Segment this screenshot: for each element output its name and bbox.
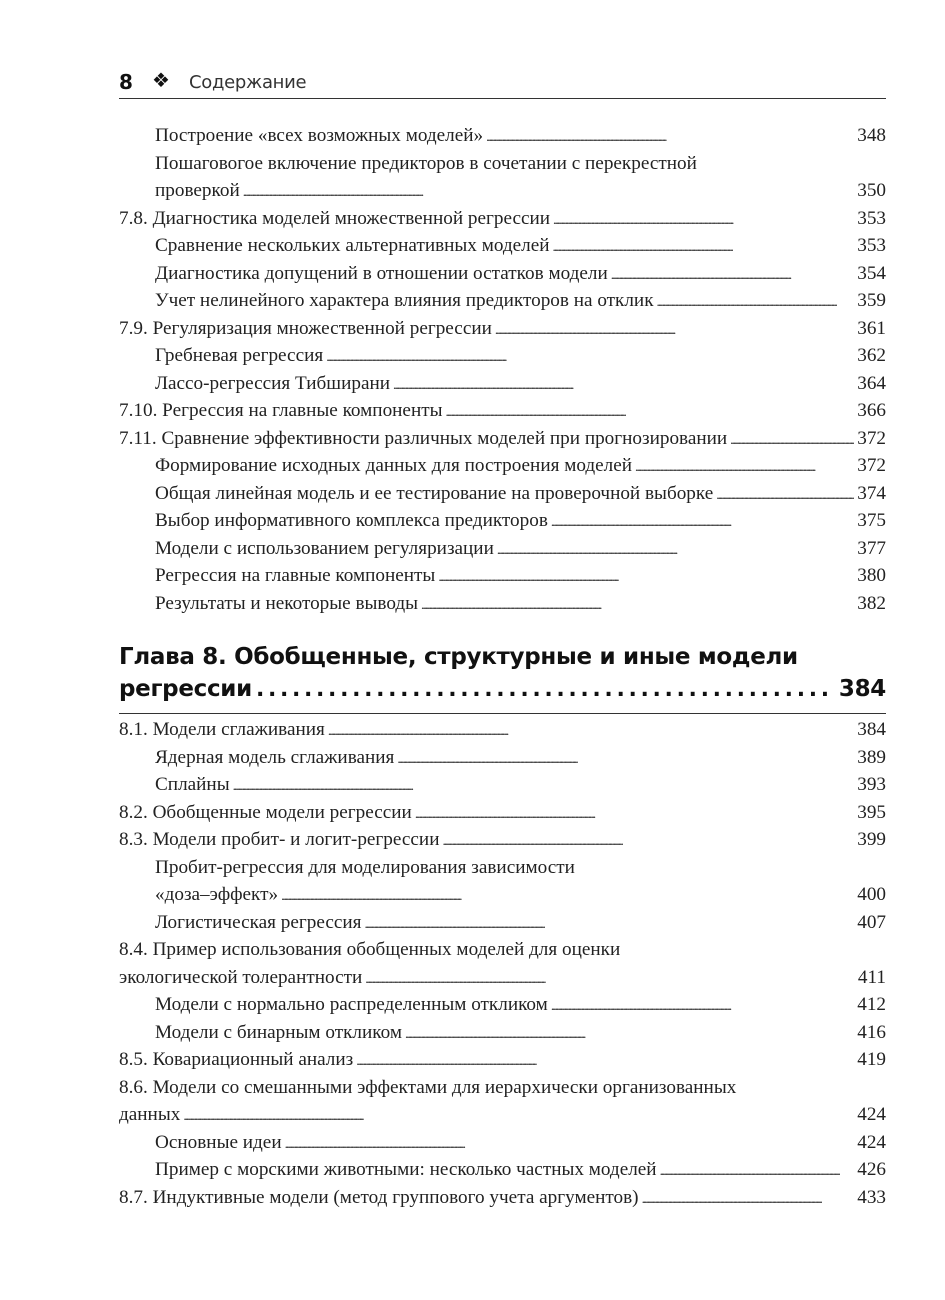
toc-entry-page: 374: [857, 482, 886, 504]
table-of-contents: [119, 122, 886, 1211]
toc-entry-title: 8.3. Модели пробит- и логит-регрессии: [119, 829, 440, 850]
toc-entry-line: Пробит-регрессия для моделирования зависимости: [155, 856, 575, 878]
toc-entry[interactable]: [119, 287, 886, 315]
toc-entry-page: 433: [857, 1186, 886, 1208]
toc-entry-title: Общая линейная модель и ее тестирование на проверочной выборке: [155, 482, 714, 504]
toc-entry[interactable]: [119, 1019, 886, 1047]
toc-entry[interactable]: [119, 342, 886, 370]
toc-entry-title: Основные идеи: [155, 1131, 282, 1153]
dot-leader: [365, 964, 855, 993]
toc-entry[interactable]: [119, 1129, 886, 1157]
chapter-title-tail: регрессии: [119, 676, 252, 702]
toc-entry-title: Пример с морскими животными: несколько частных моделей: [155, 1159, 657, 1180]
toc-entry-page: 364: [857, 372, 886, 394]
chapter-heading[interactable]: [119, 641, 886, 705]
toc-entry-title: проверкой: [155, 180, 240, 201]
toc-section-chapter-8: [119, 716, 886, 1211]
toc-entry[interactable]: [119, 397, 886, 425]
toc-entry[interactable]: [119, 1046, 886, 1074]
chapter-title-line1: Глава 8. Обобщенные, структурные и иные модели: [119, 644, 798, 670]
dot-leader: [551, 507, 854, 536]
toc-entry[interactable]: [119, 480, 886, 508]
toc-entry[interactable]: [119, 1156, 886, 1184]
toc-entry-title: Лассо-регрессия Тибширани: [155, 372, 391, 394]
dot-leader: [497, 535, 854, 564]
toc-entry-title: 7.11. Сравнение эффективности различных моделей при прогнозировании: [119, 427, 728, 449]
toc-entry-line: 8.6. Модели со смешанными эффектами для иерархически организованных: [119, 1076, 737, 1098]
toc-entry-title: Ядерная модель сглаживания: [155, 746, 395, 768]
dot-leader: [635, 452, 854, 481]
toc-entry-title: 8.2. Обобщенные модели регрессии: [119, 801, 412, 823]
dot-leader: [553, 232, 855, 261]
toc-entry-title: Модели с использованием регуляризации: [155, 537, 494, 559]
dot-leader: [243, 177, 854, 206]
chapter-page: 384: [838, 676, 886, 702]
toc-entry-page: 395: [857, 801, 886, 823]
toc-entry-page: 393: [857, 774, 886, 795]
toc-entry[interactable]: [119, 562, 886, 590]
dot-leader: [421, 590, 854, 619]
toc-entry[interactable]: [119, 205, 886, 233]
dot-leader: [393, 370, 854, 399]
dot-leader: [642, 1184, 855, 1213]
toc-entry[interactable]: [119, 452, 886, 480]
toc-entry[interactable]: [119, 535, 886, 563]
dot-leader: [486, 122, 854, 151]
page-number: 8: [119, 70, 133, 94]
toc-entry-line: 8.4. Пример использования обобщенных моделей для оценки: [119, 939, 621, 960]
toc-entry-title: Выбор информативного комплекса предикторов: [155, 510, 548, 531]
ornament-icon: ❖: [152, 68, 170, 92]
toc-entry-title: 7.8. Диагностика моделей множественной регрессии: [119, 207, 551, 229]
chapter-title-line2: [119, 673, 886, 705]
toc-entry[interactable]: [119, 881, 886, 909]
chapter-divider: [119, 713, 886, 714]
toc-entry-page: 424: [857, 1131, 886, 1153]
toc-entry-page: 407: [857, 911, 886, 933]
dot-leader: [495, 315, 854, 344]
toc-section-chapter-7: [119, 122, 886, 617]
dot-leader: [660, 1156, 855, 1185]
toc-entry-title: экологической толерантности: [119, 966, 363, 988]
toc-entry-page: 361: [857, 317, 886, 339]
toc-entry-page: 384: [857, 719, 886, 740]
dot-leader: [326, 342, 854, 371]
toc-entry-page: 353: [857, 235, 886, 256]
toc-entry-title: Построение «всех возможных моделей»: [155, 125, 484, 146]
running-header: [119, 66, 886, 99]
toc-entry-title: Регрессия на главные компоненты: [155, 565, 436, 586]
toc-entry[interactable]: [119, 991, 886, 1019]
toc-entry-page: 416: [857, 1021, 886, 1043]
toc-entry[interactable]: [119, 716, 886, 744]
toc-entry-title: Модели с нормально распределенным откликом: [155, 994, 548, 1015]
dot-leader: [438, 562, 854, 591]
toc-entry[interactable]: [119, 315, 886, 343]
toc-entry-page: 362: [857, 345, 886, 366]
toc-entry-page: 372: [857, 427, 886, 449]
dot-leader: [285, 1129, 855, 1158]
toc-entry-page: 400: [857, 884, 886, 905]
running-title: Содержание: [189, 72, 307, 93]
toc-entry[interactable]: [119, 1101, 886, 1129]
toc-entry-page: 348: [857, 125, 886, 146]
toc-entry[interactable]: [119, 425, 886, 453]
dot-leader: [415, 799, 854, 828]
toc-entry[interactable]: [119, 590, 886, 618]
toc-entry[interactable]: [119, 1184, 886, 1212]
toc-entry[interactable]: [119, 771, 886, 799]
toc-entry[interactable]: [119, 909, 886, 937]
toc-entry[interactable]: [119, 744, 886, 772]
toc-entry[interactable]: [119, 507, 886, 535]
toc-entry-title: «доза–эффект»: [155, 884, 279, 905]
dot-leader: [364, 909, 854, 938]
toc-entry-title: 8.1. Модели сглаживания: [119, 719, 325, 740]
toc-entry[interactable]: [119, 122, 886, 150]
dot-leader: [405, 1019, 854, 1048]
toc-entry-title: Логистическая регрессия: [155, 911, 362, 933]
toc-entry-page: 419: [857, 1049, 886, 1070]
dot-leader: [446, 397, 855, 426]
dot-leader: [730, 425, 854, 454]
dot-leader: [183, 1101, 854, 1130]
toc-entry-page: 354: [857, 262, 886, 284]
toc-entry-title: 7.10. Регрессия на главные компоненты: [119, 400, 443, 421]
toc-entry[interactable]: [119, 964, 886, 992]
toc-entry[interactable]: [119, 370, 886, 398]
toc-entry-page: 382: [857, 592, 886, 614]
toc-entry-title: Сплайны: [155, 774, 230, 795]
toc-entry-title: 7.9. Регуляризация множественной регрессии: [119, 317, 492, 339]
toc-entry[interactable]: [119, 232, 886, 260]
toc-entry[interactable]: [119, 826, 886, 854]
toc-entry-page: 411: [857, 966, 886, 988]
toc-entry-title: Формирование исходных данных для построения моделей: [155, 455, 633, 476]
dot-leader: [328, 716, 854, 745]
dot-leader: [611, 260, 854, 289]
toc-entry-title: Результаты и некоторые выводы: [155, 592, 419, 614]
toc-entry-page: 359: [857, 290, 886, 311]
dot-leader: [281, 881, 854, 910]
dot-leader: [356, 1046, 854, 1075]
dot-leader: [553, 205, 854, 234]
toc-entry-title: 8.5. Ковариационный анализ: [119, 1049, 354, 1070]
toc-entry-page: 389: [857, 746, 886, 768]
dot-leader: [657, 287, 855, 316]
dot-leader: [233, 771, 855, 800]
toc-entry-title: Диагностика допущений в отношении остатков модели: [155, 262, 608, 284]
toc-entry-title: Сравнение нескольких альтернативных моделей: [155, 235, 550, 256]
dot-leader: [397, 744, 854, 773]
toc-entry-title: Гребневая регрессия: [155, 345, 324, 366]
toc-entry-title: Модели с бинарным откликом: [155, 1021, 402, 1043]
toc-entry-page: 353: [857, 207, 886, 229]
toc-entry-line: Пошаговогое включение предикторов в сочетании с перекрестной: [155, 152, 697, 174]
dot-leader: [442, 826, 854, 855]
toc-entry[interactable]: [119, 260, 886, 288]
toc-entry-page: 350: [857, 180, 886, 201]
toc-entry-page: 377: [857, 537, 886, 559]
dot-leader: [551, 991, 854, 1020]
toc-entry-page: 380: [857, 565, 886, 586]
toc-entry-page: 375: [857, 510, 886, 531]
toc-entry[interactable]: [119, 799, 886, 827]
toc-entry-page: 366: [857, 400, 886, 421]
toc-entry-title: данных: [119, 1104, 181, 1125]
dot-leader: [716, 480, 854, 509]
toc-entry-page: 426: [857, 1159, 886, 1180]
toc-entry[interactable]: [119, 177, 886, 205]
toc-entry-page: 424: [857, 1104, 886, 1125]
toc-entry-title: 8.7. Индуктивные модели (метод группового учета аргументов): [119, 1186, 639, 1208]
toc-entry-page: 372: [857, 455, 886, 476]
toc-entry-page: 412: [857, 994, 886, 1015]
toc-entry-title: Учет нелинейного характера влияния предикторов на отклик: [155, 290, 654, 311]
dot-leader: [256, 673, 835, 706]
toc-entry-page: 399: [857, 829, 886, 850]
